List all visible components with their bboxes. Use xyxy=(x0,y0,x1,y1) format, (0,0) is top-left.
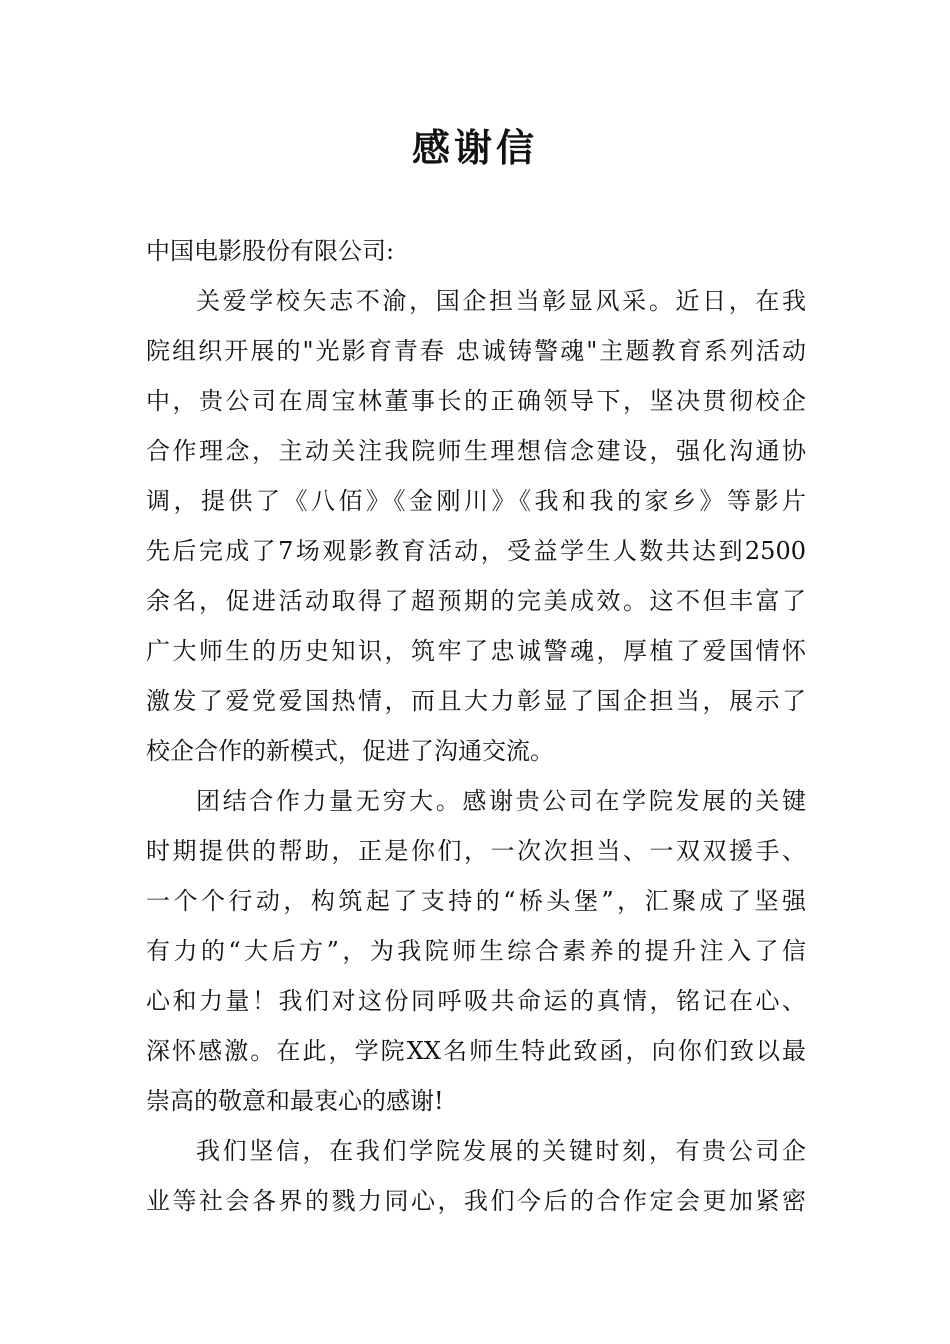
paragraph-1-line-1: 关爱学校矢志不渝，国企担当彰显风采。近日，在我 xyxy=(196,287,806,315)
paragraph-1-line-7: 余名，促进活动取得了超预期的完美成效。这不但丰富了 xyxy=(146,587,806,615)
paragraph-1-line-8: 广大师生的历史知识，筑牢了忠诚警魂，厚植了爱国情怀 xyxy=(146,637,806,665)
paragraph-2-line-4: 有力的“大后方”，为我院师生综合素养的提升注入了信 xyxy=(146,937,806,965)
paragraph-2-line-2: 时期提供的帮助，正是你们，一次次担当、一双双援手、 xyxy=(146,837,806,865)
paragraph-1-line-10: 校企合作的新模式，促进了沟通交流。 xyxy=(146,737,554,765)
paragraph-2-line-7: 崇高的敬意和最衷心的感谢! xyxy=(146,1087,444,1115)
paragraph-3-line-2: 业等社会各界的戮力同心，我们今后的合作定会更加紧密 xyxy=(146,1187,806,1215)
paragraph-2-line-5: 心和力量！我们对这份同呼吸共命运的真情，铭记在心、 xyxy=(146,987,806,1015)
paragraph-1-line-3: 中，贵公司在周宝林董事长的正确领导下，坚决贯彻校企 xyxy=(146,387,806,415)
salutation: 中国电影股份有限公司: xyxy=(146,237,395,265)
letter-body xyxy=(146,226,806,1226)
paragraph-1-line-9: 激发了爱党爱国热情，而且大力彰显了国企担当，展示了 xyxy=(146,687,806,715)
paragraph-1-line-5: 调，提供了《八佰》《金刚川》《我和我的家乡》等影片 xyxy=(146,487,806,515)
paragraph-1-line-2: 院组织开展的"光影育青春 忠诚铸警魂"主题教育系列活动 xyxy=(146,337,806,365)
paragraph-3-line-1: 我们坚信，在我们学院发展的关键时刻，有贵公司企 xyxy=(196,1137,806,1165)
paragraph-2-line-1: 团结合作力量无穷大。感谢贵公司在学院发展的关键 xyxy=(196,787,806,815)
letter-title: 感谢信 xyxy=(411,125,538,170)
paragraph-1-line-6: 先后完成了7场观影教育活动，受益学生人数共达到2500 xyxy=(146,537,806,565)
paragraph-2-line-6: 深怀感激。在此，学院XX名师生特此致函，向你们致以最 xyxy=(146,1037,806,1065)
paragraph-1-line-4: 合作理念，主动关注我院师生理想信念建设，强化沟通协 xyxy=(146,437,806,465)
paragraph-2-line-3: 一个个行动，构筑起了支持的“桥头堡”，汇聚成了坚强 xyxy=(146,887,806,915)
